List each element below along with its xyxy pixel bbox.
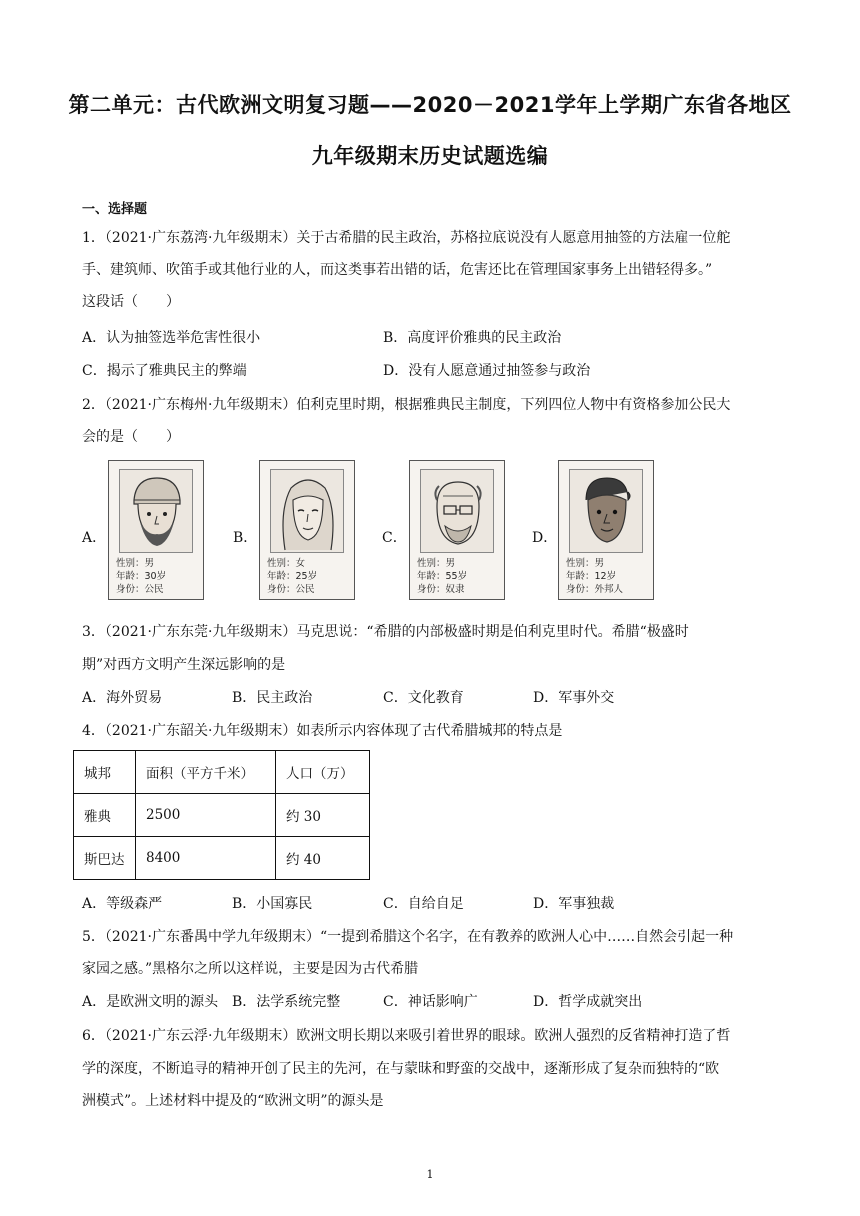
- info-status: 身份：公民: [267, 584, 315, 595]
- q1-option-a: A．认为抽签选举危害性很小: [82, 330, 261, 346]
- info-gender: 性别：男: [566, 558, 605, 569]
- table-cell: 2500: [136, 794, 276, 837]
- q2-option-a-info: [116, 557, 166, 596]
- table-cell: 雅典: [74, 794, 136, 837]
- table-header-cell: 城邦: [74, 751, 136, 794]
- q1-option-b: B．高度评价雅典的民主政治: [383, 330, 562, 346]
- q2-figure-options: [82, 460, 682, 605]
- q3-text-line-1: 3．（2021·广东东莞·九年级期末）马克思说：“希腊的内部极盛时期是伯利克里时代。希腊“极盛时: [82, 624, 689, 640]
- table-cell: 斯巴达: [74, 837, 136, 880]
- q2-option-c-card: [409, 460, 505, 600]
- q5-option-a: A．是欧洲文明的源头: [82, 994, 219, 1010]
- info-gender: 性别：男: [417, 558, 456, 569]
- q3-option-d: D．军事外交: [533, 690, 615, 706]
- portrait-man-cap: [119, 469, 193, 553]
- info-status: 身份：公民: [116, 584, 164, 595]
- q3-option-c: C．文化教育: [383, 690, 464, 706]
- q2-text-line-2: 会的是（ ）: [82, 429, 180, 445]
- q2-option-c-info: [417, 557, 467, 596]
- table-header-cell: 人口（万）: [276, 751, 370, 794]
- q2-option-b-info: [267, 557, 317, 596]
- info-gender: 性别：男: [116, 558, 155, 569]
- table-cell: 约 40: [276, 837, 370, 880]
- page-number: 1: [426, 1168, 434, 1181]
- q2-option-d-card: [558, 460, 654, 600]
- q1-option-d: D．没有人愿意通过抽签参与政治: [383, 363, 591, 379]
- q5-option-b: B．法学系统完整: [232, 994, 341, 1010]
- page-title-line-2: 九年级期末历史试题选编: [311, 144, 549, 168]
- info-gender: 性别：女: [267, 558, 306, 569]
- info-age: 年龄：30岁: [116, 571, 167, 582]
- portrait-boy: [569, 469, 643, 553]
- q6-text-line-3: 洲模式”。上述材料中提及的“欧洲文明”的源头是: [82, 1093, 384, 1109]
- info-age: 年龄：25岁: [267, 571, 318, 582]
- table-header-cell: 面积（平方千米）: [136, 751, 276, 794]
- table-cell: 约 30: [276, 794, 370, 837]
- q6-text-line-2: 学的深度，不断追寻的精神开创了民主的先河，在与蒙昧和野蛮的交战中，逐渐形成了复杂而独特的“欧: [82, 1061, 720, 1077]
- q5-option-d: D．哲学成就突出: [533, 994, 643, 1010]
- q6-text-line-1: 6．（2021·广东云浮·九年级期末）欧洲文明长期以来吸引着世界的眼球。欧洲人强烈的反省精神打造了哲: [82, 1028, 731, 1044]
- q4-city-state-table: [73, 750, 370, 880]
- q1-option-c: C．揭示了雅典民主的弊端: [82, 363, 247, 379]
- q3-option-a: A．海外贸易: [82, 690, 163, 706]
- section-heading: 一、选择题: [82, 202, 148, 217]
- page-title-line-1: 第二单元：古代欧洲文明复习题——2020－2021学年上学期广东省各地区: [68, 93, 792, 117]
- q3-text-line-2: 期”对西方文明产生深远影响的是: [82, 657, 286, 673]
- q2-option-b-letter: B．: [233, 530, 258, 546]
- portrait-old-man: [420, 469, 494, 553]
- info-age: 年龄：55岁: [417, 571, 468, 582]
- info-age: 年龄：12岁: [566, 571, 617, 582]
- info-status: 身份：奴隶: [417, 584, 465, 595]
- portrait-woman: [270, 469, 344, 553]
- q4-option-b: B．小国寡民: [232, 896, 313, 912]
- q4-text-line-1: 4．（2021·广东韶关·九年级期末）如表所示内容体现了古代希腊城邦的特点是: [82, 723, 563, 739]
- q2-text-line-1: 2．（2021·广东梅州·九年级期末）伯利克里时期，根据雅典民主制度，下列四位人物中有资格参加公民大: [82, 397, 731, 413]
- q2-option-c-letter: C．: [382, 530, 407, 546]
- q5-text-line-1: 5．（2021·广东番禺中学九年级期末）“一提到希腊这个名字，在有教养的欧洲人心中……自然会引起一种: [82, 929, 734, 945]
- table-row: [74, 794, 370, 837]
- q2-option-a-card: [108, 460, 204, 600]
- table-row: [74, 837, 370, 880]
- table-cell: 8400: [136, 837, 276, 880]
- q3-option-b: B．民主政治: [232, 690, 313, 706]
- q2-option-b-card: [259, 460, 355, 600]
- q2-option-d-info: [566, 557, 623, 596]
- q1-text-line-1: 1．（2021·广东荔湾·九年级期末）关于古希腊的民主政治，苏格拉底说没有人愿意用抽签的方法雇一位舵: [82, 230, 731, 246]
- q1-text-line-2: 手、建筑师、吹笛手或其他行业的人，而这类事若出错的话，危害还比在管理国家事务上出错轻得多。”: [82, 262, 713, 278]
- q4-option-c: C．自给自足: [383, 896, 464, 912]
- q5-option-c: C．神话影响广: [383, 994, 478, 1010]
- table-header-row: [74, 751, 370, 794]
- info-status: 身份：外邦人: [566, 584, 624, 595]
- q2-option-a-letter: A．: [82, 530, 107, 546]
- q5-text-line-2: 家园之感。”黑格尔之所以这样说，主要是因为古代希腊: [82, 961, 419, 977]
- q1-text-line-3: 这段话（ ）: [82, 294, 180, 310]
- q2-option-d-letter: D．: [532, 530, 558, 546]
- q4-option-a: A．等级森严: [82, 896, 163, 912]
- q4-option-d: D．军事独裁: [533, 896, 615, 912]
